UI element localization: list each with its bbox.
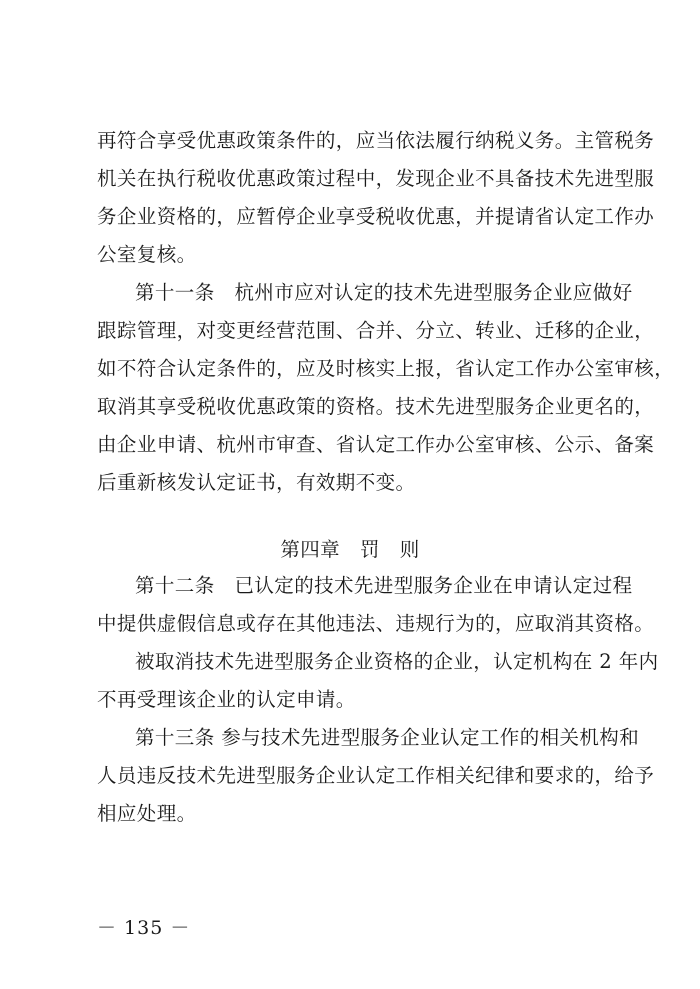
chapter-title: 第四章 罚 则 [280,538,420,561]
disqualification-line-1: 被取消技术先进型服务企业资格的企业，认定机构在 2 年内 [135,650,659,673]
article-13-line-3: 相应处理。 [97,802,197,825]
paragraph-1-line-3: 务企业资格的，应暂停企业享受税收优惠，并提请省认定工作办 [97,205,655,228]
article-11-line-2: 跟踪管理，对变更经营范围、合并、分立、转业、迁移的企业， [97,319,655,342]
article-12-line-1: 第十二条 已认定的技术先进型服务企业在申请认定过程 [135,574,633,597]
article-13-line-1: 第十三条 参与技术先进型服务企业认定工作的相关机构和 [135,726,640,749]
paragraph-1-line-2: 机关在执行税收优惠政策过程中，发现企业不具备技术先进型服 [97,167,655,190]
article-11-line-3: 如不符合认定条件的，应及时核实上报，省认定工作办公室审核， [97,357,675,380]
paragraph-1-line-1: 再符合享受优惠政策条件的，应当依法履行纳税义务。主管税务 [97,129,655,152]
page-number: － 135 － [97,917,191,939]
article-12-line-2: 中提供虚假信息或存在其他违法、违规行为的，应取消其资格。 [97,612,655,635]
article-11-line-6: 后重新核发认定证书，有效期不变。 [97,471,416,494]
disqualification-line-2: 不再受理该企业的认定申请。 [97,688,356,711]
article-11-line-5: 由企业申请、杭州市审查、省认定工作办公室审核、公示、备案 [97,433,655,456]
article-11-line-1: 第十一条 杭州市应对认定的技术先进型服务企业应做好 [135,281,633,304]
article-11-line-4: 取消其享受税收优惠政策的资格。技术先进型服务企业更名的， [97,395,655,418]
article-13-line-2: 人员违反技术先进型服务企业认定工作相关纪律和要求的，给予 [97,764,655,787]
paragraph-1-line-4: 公室复核。 [97,243,197,266]
